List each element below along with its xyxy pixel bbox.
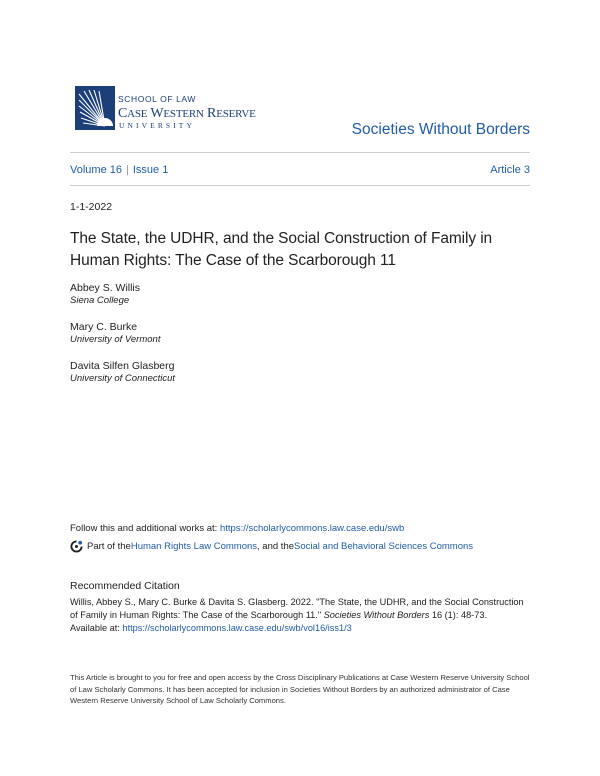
author-entry <box>70 281 175 307</box>
part-of-middle: , and the <box>257 541 295 552</box>
issue-info <box>70 164 168 176</box>
author-name: Abbey S. Willis <box>70 282 141 294</box>
journal-title-link[interactable]: Societies Without Borders <box>351 121 530 138</box>
law-school-logo <box>75 86 265 136</box>
volume-link[interactable]: Volume 16 <box>70 164 122 176</box>
follow-works-line <box>70 523 404 534</box>
citation-body <box>70 596 532 635</box>
logo-university-text: UNIVERSITY <box>119 121 195 130</box>
human-rights-law-commons-link[interactable]: Human Rights Law Commons <box>130 541 258 552</box>
network-commons-icon <box>70 540 83 553</box>
author-affiliation: University of Vermont <box>70 334 161 345</box>
follow-text: Follow this and additional works at: <box>70 523 220 534</box>
author-affiliation: University of Connecticut <box>70 373 176 384</box>
follow-url-link[interactable]: https://scholarlycommons.law.case.edu/swb <box>219 523 405 534</box>
access-statement: This Article is brought to you for free and open access by the Cross Disciplinary Publications at Case Western Reserve University School of Law Scholarly Commons. It has been accepted for inclusion in Societies Without Borders by an authorized administrator of Case Western Reserve University School of Law Scholarly Commons. <box>70 673 530 705</box>
divider-bottom <box>70 185 530 186</box>
author-name: Mary C. Burke <box>70 321 138 333</box>
publication-date: 1-1-2022 <box>70 201 113 213</box>
author-affiliation: Siena College <box>70 295 130 306</box>
author-name: Davita Silfen Glasberg <box>70 360 175 372</box>
author-list <box>70 281 175 398</box>
article-link[interactable]: Article 3 <box>490 164 530 176</box>
author-entry <box>70 320 175 346</box>
citation-text: Willis, Abbey S., Mary C. Burke & Davita S. Glasberg. 2022. "The State, the UDHR, and the Social Construction of Family in Human Rights: The Case of the Scarborough 11." <box>70 597 524 620</box>
part-of-line <box>70 540 473 553</box>
available-at-label: Available at: <box>70 623 123 633</box>
issue-separator: | <box>125 164 129 176</box>
divider-top <box>70 152 530 153</box>
article-title: The State, the UDHR, and the Social Construction of Family in Human Rights: The Case of the Scarborough 11 <box>70 230 493 269</box>
part-of-prefix: Part of the <box>87 541 131 552</box>
logo-school-text: SCHOOL OF LAW <box>118 94 197 104</box>
issue-link[interactable]: Issue 1 <box>132 164 169 176</box>
citation-volume: 16 (1): 48-73. <box>429 610 488 620</box>
citation-journal: Societies Without Borders <box>323 610 430 620</box>
recommended-citation-heading: Recommended Citation <box>70 580 180 592</box>
logo-university-name: CASE WESTERN RESERVE <box>118 106 256 121</box>
article-url-link[interactable]: https://scholarlycommons.law.case.edu/swb/vol16/iss1/3 <box>122 623 352 633</box>
social-behavioral-sciences-commons-link[interactable]: Social and Behavioral Sciences Commons <box>294 541 474 552</box>
sunburst-logo-icon <box>75 86 115 130</box>
author-entry <box>70 359 175 385</box>
